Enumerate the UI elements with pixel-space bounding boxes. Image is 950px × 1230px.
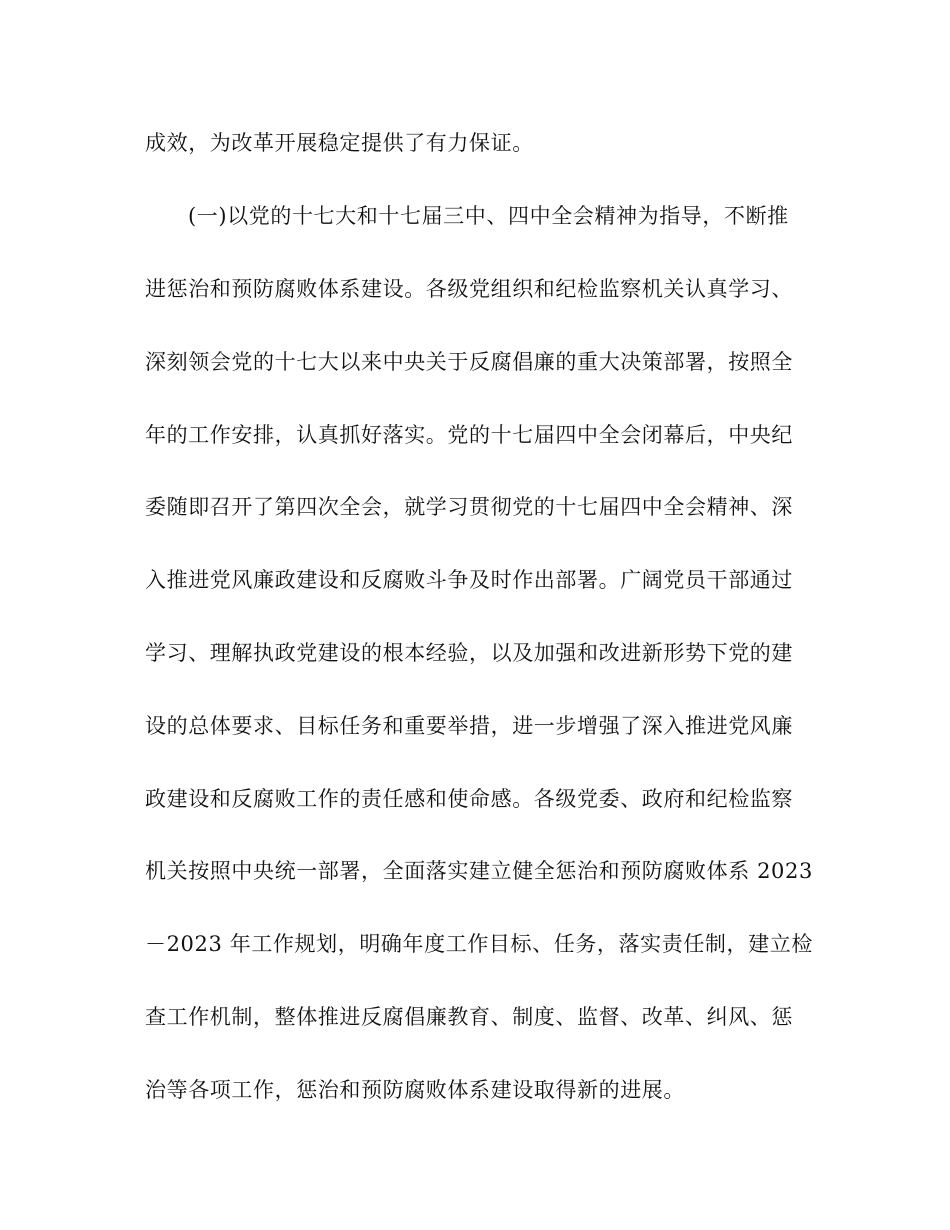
text-line: 深刻领会党的十七大以来中央关于反腐倡廉的重大决策部署，按照全	[145, 350, 793, 374]
text-line: 年的工作安排，认真抓好落实。党的十七届四中全会闭幕后，中央纪	[145, 423, 793, 447]
text-line: －2023 年工作规划，明确年度工作目标、任务，落实责任制，建立检	[145, 932, 813, 956]
text-line: 查工作机制，整体推进反腐倡廉教育、制度、监督、改革、纠风、惩	[145, 1005, 793, 1029]
paragraph-first-line: (一)以党的十七大和十七届三中、四中全会精神为指导，不断推	[188, 204, 789, 228]
text-line: 政建设和反腐败工作的责任感和使命感。各级党委、政府和纪检监察	[145, 787, 793, 811]
text-line: 学习、理解执政党建设的根本经验，以及加强和改进新形势下党的建	[145, 641, 793, 665]
text-line: 设的总体要求、目标任务和重要举措，进一步增强了深入推进党风廉	[145, 714, 793, 738]
text-line: 治等各项工作，惩治和预防腐败体系建设取得新的进展。	[145, 1078, 685, 1102]
text-line: 委随即召开了第四次全会，就学习贯彻党的十七届四中全会精神、深	[145, 495, 793, 519]
text-line: 进惩治和预防腐败体系建设。各级党组织和纪检监察机关认真学习、	[145, 277, 793, 301]
text-line: 机关按照中央统一部署，全面落实建立健全惩治和预防腐败体系 2023	[145, 859, 813, 883]
text-line: 成效，为改革开展稳定提供了有力保证。	[145, 131, 534, 155]
text-line: 入推进党风廉政建设和反腐败斗争及时作出部署。广阔党员干部通过	[145, 568, 793, 592]
